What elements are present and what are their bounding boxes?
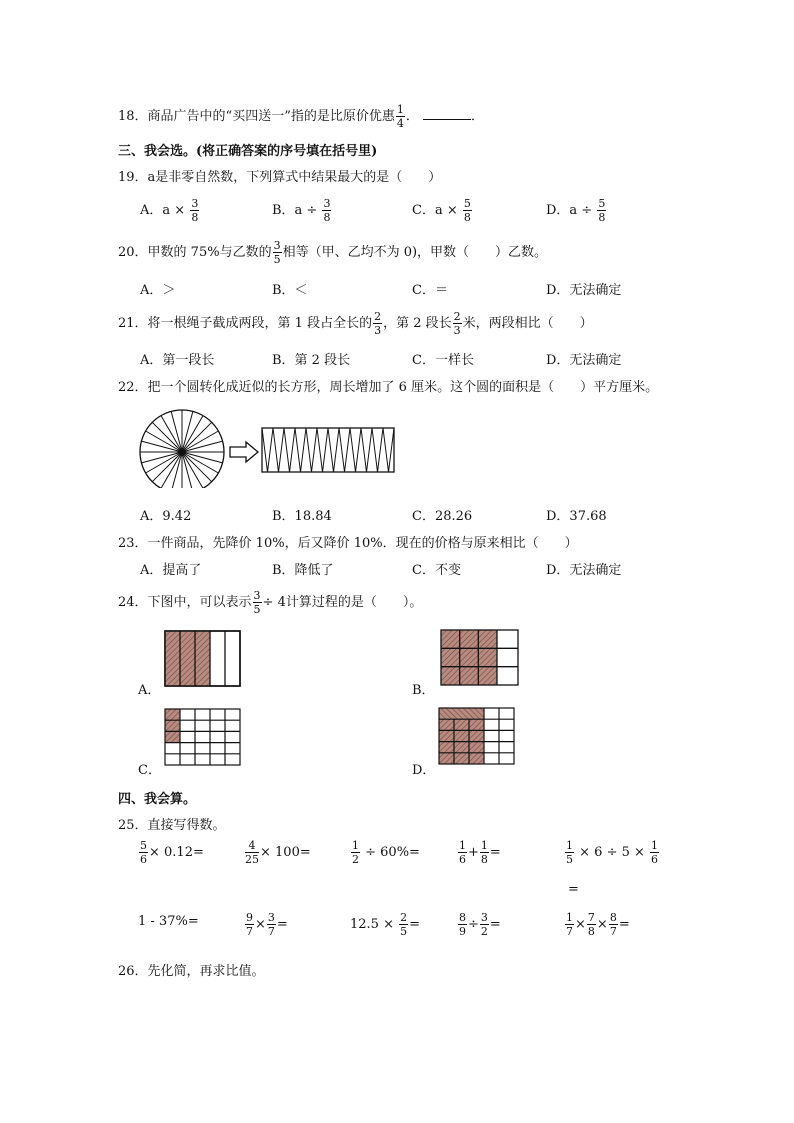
q20-option-d[interactable]: D．无法确定 (546, 283, 622, 298)
fraction: $\frac{1}{4}$ (396, 103, 404, 130)
q23-option-c[interactable]: C．不变 (412, 563, 461, 578)
calc-2: $\frac{4}{25}$ × 100= (245, 839, 311, 866)
sectored-circle (140, 410, 224, 488)
q24-figure-c[interactable] (162, 706, 244, 768)
q22-option-b[interactable]: B．18.84 (272, 509, 332, 524)
calc-1: $\frac{5}{6}$ × 0.12= (140, 839, 204, 866)
calc-3: $\frac{1}{2}$ ÷ 60%= (352, 839, 420, 866)
q22-option-a[interactable]: A．9.42 (140, 509, 192, 524)
circle-to-rectangle-figure (138, 398, 408, 488)
q19-option-d[interactable]: D．a ÷ $\frac{5}{8}$ (546, 197, 606, 224)
question-23: 23．一件商品，先降价 10%，后又降价 10%．现在的价格与原来相比（ ） (118, 536, 578, 551)
q24-figure-b[interactable] (438, 627, 524, 689)
q21-option-d[interactable]: D．无法确定 (546, 353, 622, 368)
arrow-icon (230, 442, 258, 462)
calc-4: $\frac{1}{6}$ + $\frac{1}{8}$ = (459, 839, 501, 866)
q24-option-a-label[interactable]: A． (138, 683, 161, 698)
q22-option-d[interactable]: D．37.68 (546, 509, 607, 524)
q21-option-c[interactable]: C．一样长 (412, 353, 474, 368)
question-25: 25．直接写得数。 (118, 818, 226, 833)
section-4-heading: 四、我会算。 (118, 792, 197, 807)
calc-8: 12.5 × $\frac{2}{5}$ = (350, 911, 421, 938)
q21-option-a[interactable]: A．第一段长 (140, 353, 215, 368)
section-3-heading: 三、我会选。(将正确答案的序号填在括号里) (118, 144, 378, 159)
answer-blank[interactable] (423, 109, 471, 120)
calc-5-equals: = (568, 882, 579, 897)
q23-option-a[interactable]: A．提高了 (140, 563, 202, 578)
q23-option-d[interactable]: D．无法确定 (546, 563, 622, 578)
question-26: 26．先化简，再求比值。 (118, 964, 265, 979)
question-20: 20．甲数的 75%与乙数的 $\frac{3}{5}$ 相等（甲、乙均不为 0)，甲数（ ）乙数。 (118, 239, 548, 266)
calc-6: 1 - 37%= (138, 914, 199, 929)
q22-option-c[interactable]: C．28.26 (412, 509, 473, 524)
calc-7: $\frac{9}{7}$ × $\frac{3}{7}$ = (246, 911, 288, 938)
q19-option-a[interactable]: A．a × $\frac{3}{8}$ (140, 197, 199, 224)
q23-option-b[interactable]: B．降低了 (272, 563, 334, 578)
q24-option-c-label[interactable]: C． (138, 763, 161, 778)
q19-option-b[interactable]: B．a ÷ $\frac{3}{8}$ (272, 197, 331, 224)
zigzag-rectangle (262, 428, 394, 472)
question-21: 21．将一根绳子截成两段，第 1 段占全长的 $\frac{2}{3}$ ，第 2 段长 $\frac{2}{3}$ 米，两段相比（ ） (118, 310, 593, 337)
calc-10: $\frac{1}{7}$ × $\frac{7}{8}$ × $\frac{8}{7}$ = (566, 911, 630, 938)
q19-option-c[interactable]: C．a × $\frac{5}{8}$ (412, 197, 471, 224)
question-24: 24．下图中，可以表示 $\frac{3}{5}$ ÷ 4计算过程的是（ ）。 (118, 589, 423, 616)
q24-option-b-label[interactable]: B． (412, 683, 435, 698)
question-19: 19．a是非零自然数，下列算式中结果最大的是（ ） (118, 170, 442, 185)
q21-option-b[interactable]: B．第 2 段长 (272, 353, 351, 368)
calc-5: $\frac{1}{5}$ × 6 ÷ 5 × $\frac{1}{6}$ (566, 839, 659, 866)
question-22: 22．把一个圆转化成近似的长方形，周长增加了 6 厘米。这个圆的面积是（ ）平方厘米。 (118, 380, 659, 395)
q20-option-b[interactable]: B．＜ (272, 283, 308, 298)
q24-figure-a[interactable] (162, 628, 246, 690)
question-18: 18．商品广告中的“买四送一”指的是比原价优惠 $\frac{1}{4}$ ． ． (118, 103, 485, 130)
calc-9: $\frac{8}{9}$ ÷ $\frac{3}{2}$ = (459, 911, 501, 938)
q20-option-c[interactable]: C．＝ (412, 283, 448, 298)
q20-option-a[interactable]: A．＞ (140, 283, 176, 298)
q24-figure-d[interactable] (436, 704, 516, 768)
q24-option-d-label[interactable]: D． (412, 763, 436, 778)
